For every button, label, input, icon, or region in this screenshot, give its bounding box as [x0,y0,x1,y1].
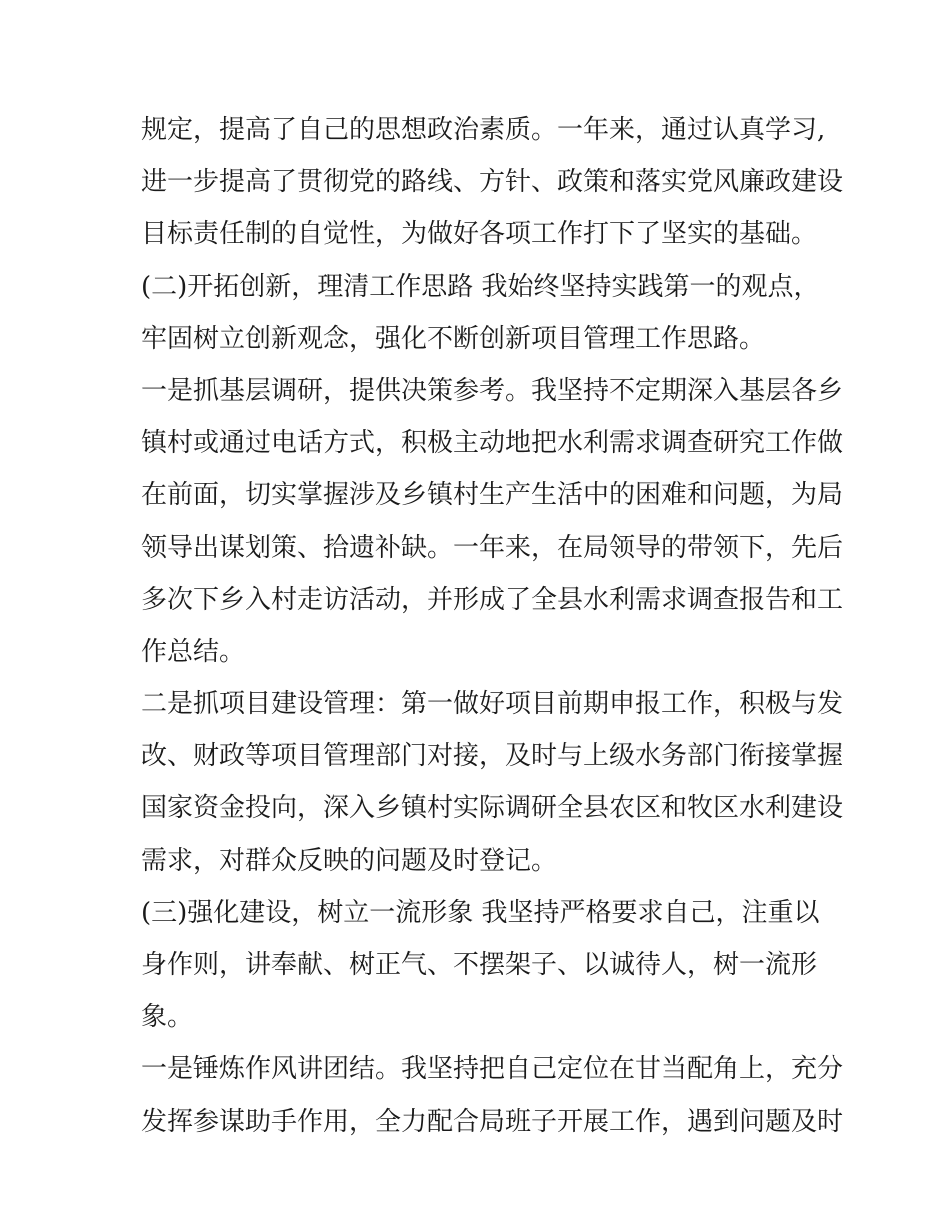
text-line: 象。 [141,1002,194,1033]
text-line: 镇村或通过电话方式，积极主动地把水利需求调查研究工作做 [141,428,844,459]
text-line: 二是抓项目建设管理：第一做好项目前期申报工作，积极与发 [141,689,844,720]
text-line: 改、财政等项目管理部门对接，及时与上级水务部门衔接掌握 [141,741,844,772]
text-line: 一是锤炼作风讲团结。我坚持把自己定位在甘当配角上，充分 [141,1054,844,1085]
text-line: 领导出谋划策、拾遗补缺。一年来，在局领导的带领下，先后 [141,532,844,563]
text-line: 目标责任制的自觉性，为做好各项工作打下了坚实的基础。 [141,219,818,250]
document-body [141,104,844,1148]
text-line: 牢固树立创新观念，强化不断创新项目管理工作思路。 [141,323,766,354]
section-heading-line: (二)开拓创新，理清工作思路 我始终坚持实践第一的观点， [141,271,820,302]
text-line: 一是抓基层调研，提供决策参考。我坚持不定期深入基层各乡 [141,375,844,406]
section-heading-line: (三)强化建设，树立一流形象 我坚持严格要求自己，注重以 [141,897,820,928]
text-line: 作总结。 [141,636,246,667]
text-line: 进一步提高了贯彻党的路线、方针、政策和落实党风廉政建设 [141,167,844,198]
text-line: 身作则，讲奉献、树正气、不摆架子、以诚待人，树一流形 [141,950,818,980]
text-line: 国家资金投向，深入乡镇村实际调研全县农区和牧区水利建设 [141,793,844,824]
text-line: 需求，对群众反映的问题及时登记。 [141,845,558,876]
text-line: 多次下乡入村走访活动，并形成了全县水利需求调查报告和工 [141,584,844,615]
text-line: 在前面，切实掌握涉及乡镇村生产生活中的困难和问题，为局 [141,480,844,511]
text-line: 规定，提高了自己的思想政治素质。一年来，通过认真学习, [141,115,826,145]
text-line: 发挥参谋助手作用，全力配合局班子开展工作，遇到问题及时 [141,1106,844,1137]
